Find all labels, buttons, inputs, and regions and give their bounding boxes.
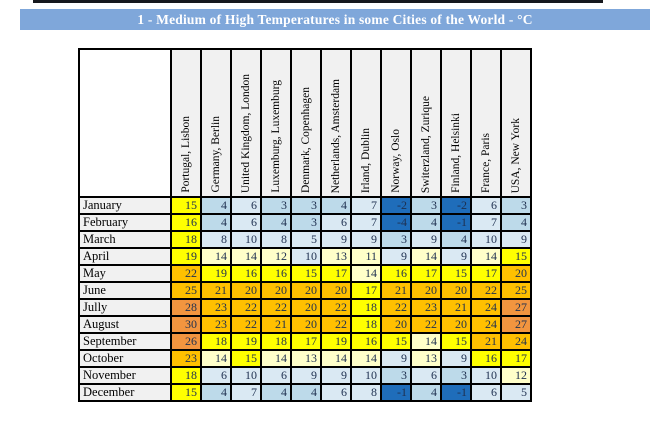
temp-cell: 14	[321, 350, 351, 367]
temp-cell: 3	[441, 367, 471, 384]
table-title-bar	[20, 9, 650, 30]
corner-cell	[79, 49, 171, 197]
column-header-label: Finland, Helsinki	[450, 113, 462, 193]
temp-cell: 9	[351, 231, 381, 248]
temp-cell: 23	[171, 350, 201, 367]
column-header-city	[381, 49, 411, 197]
temp-cell: 14	[231, 248, 261, 265]
temp-cell: 3	[291, 197, 321, 214]
temp-cell: 21	[471, 333, 501, 350]
temp-cell: 10	[231, 231, 261, 248]
temp-cell: 4	[201, 214, 231, 231]
temp-cell: 18	[171, 231, 201, 248]
temp-cell: 6	[411, 367, 441, 384]
column-header-label: Netherlands, Amsterdam	[330, 78, 342, 193]
row-header-month: November	[79, 367, 171, 384]
temp-cell: 5	[291, 231, 321, 248]
column-header-label: Norway, Oslo	[390, 129, 402, 193]
temp-cell: 14	[201, 248, 231, 265]
header-row	[79, 49, 531, 197]
table-row	[79, 316, 531, 333]
temp-cell: 10	[351, 367, 381, 384]
temperature-table-header	[79, 49, 531, 197]
temp-cell: 20	[411, 282, 441, 299]
temp-cell: 24	[501, 333, 531, 350]
temp-cell: 9	[381, 248, 411, 265]
temp-cell: 6	[471, 384, 501, 401]
temperature-table-body	[79, 197, 531, 401]
temp-cell: 20	[231, 282, 261, 299]
temp-cell: 16	[261, 265, 291, 282]
temp-cell: 17	[411, 265, 441, 282]
temp-cell: 24	[471, 316, 501, 333]
temp-cell: -1	[441, 214, 471, 231]
column-header-label: Denmark, Copenhagen	[300, 86, 312, 193]
temp-cell: 17	[351, 282, 381, 299]
temp-cell: 14	[201, 350, 231, 367]
temp-cell: 14	[411, 333, 441, 350]
temp-cell: 25	[501, 282, 531, 299]
row-header-month: April	[79, 248, 171, 265]
column-header-label: USA, New York	[510, 117, 522, 193]
temp-cell: 13	[291, 350, 321, 367]
row-header-month: January	[79, 197, 171, 214]
temp-cell: 16	[171, 214, 201, 231]
temp-cell: 30	[171, 316, 201, 333]
column-header-city	[411, 49, 441, 197]
temp-cell: -2	[441, 197, 471, 214]
table-row	[79, 350, 531, 367]
temp-cell: 17	[471, 265, 501, 282]
temp-cell: 23	[201, 299, 231, 316]
temp-cell: 20	[441, 282, 471, 299]
temp-cell: 3	[381, 367, 411, 384]
temp-cell: 8	[261, 231, 291, 248]
temp-cell: 14	[261, 350, 291, 367]
temp-cell: 6	[231, 214, 261, 231]
column-header-city	[201, 49, 231, 197]
temp-cell: 27	[501, 316, 531, 333]
temp-cell: 7	[351, 214, 381, 231]
temp-cell: 9	[321, 231, 351, 248]
temp-cell: 22	[261, 299, 291, 316]
temp-cell: 6	[321, 384, 351, 401]
temp-cell: 14	[411, 248, 441, 265]
column-header-city	[351, 49, 381, 197]
row-header-month: Jully	[79, 299, 171, 316]
temp-cell: 3	[261, 197, 291, 214]
table-row	[79, 333, 531, 350]
temp-cell: 22	[231, 316, 261, 333]
temp-cell: 22	[381, 299, 411, 316]
column-header-city	[471, 49, 501, 197]
temp-cell: 18	[351, 299, 381, 316]
temp-cell: 10	[471, 231, 501, 248]
table-title: 1 - Medium of High Temperatures in some Cities of the World - °C	[137, 12, 533, 27]
temp-cell: -4	[381, 214, 411, 231]
temp-cell: 21	[441, 299, 471, 316]
table-row	[79, 282, 531, 299]
temp-cell: 9	[501, 231, 531, 248]
column-header-city	[291, 49, 321, 197]
temp-cell: 22	[471, 282, 501, 299]
temp-cell: 4	[411, 384, 441, 401]
temp-cell: 22	[411, 316, 441, 333]
column-header-label: United Kingdom, London	[240, 73, 252, 193]
temp-cell: 20	[321, 282, 351, 299]
temp-cell: 20	[441, 316, 471, 333]
temp-cell: 4	[441, 231, 471, 248]
temp-cell: 10	[471, 367, 501, 384]
temp-cell: 14	[351, 265, 381, 282]
temp-cell: 15	[441, 265, 471, 282]
column-header-label: Irland, Dublin	[360, 127, 372, 193]
temp-cell: 9	[441, 248, 471, 265]
temp-cell: 22	[231, 299, 261, 316]
temp-cell: 17	[501, 350, 531, 367]
temp-cell: 18	[351, 316, 381, 333]
row-header-month: March	[79, 231, 171, 248]
temp-cell: 4	[201, 384, 231, 401]
temp-cell: 4	[321, 197, 351, 214]
table-row	[79, 299, 531, 316]
temp-cell: 6	[201, 367, 231, 384]
temp-cell: 9	[291, 367, 321, 384]
temp-cell: 6	[261, 367, 291, 384]
row-header-month: September	[79, 333, 171, 350]
temp-cell: 18	[261, 333, 291, 350]
temp-cell: -2	[381, 197, 411, 214]
temp-cell: 12	[261, 248, 291, 265]
temp-cell: 20	[261, 282, 291, 299]
temp-cell: 14	[471, 248, 501, 265]
row-header-month: October	[79, 350, 171, 367]
temp-cell: 28	[171, 299, 201, 316]
column-header-city	[171, 49, 201, 197]
temp-cell: 26	[171, 333, 201, 350]
temp-cell: 20	[291, 316, 321, 333]
row-header-month: June	[79, 282, 171, 299]
temp-cell: 23	[411, 299, 441, 316]
temp-cell: 20	[501, 265, 531, 282]
temp-cell: 20	[381, 316, 411, 333]
temp-cell: 14	[351, 350, 381, 367]
temp-cell: 6	[321, 214, 351, 231]
temp-cell: 15	[231, 350, 261, 367]
temp-cell: -1	[381, 384, 411, 401]
temp-cell: 15	[291, 265, 321, 282]
temp-cell: 10	[291, 248, 321, 265]
column-header-city	[441, 49, 471, 197]
temp-cell: 11	[351, 248, 381, 265]
temp-cell: 8	[201, 231, 231, 248]
temp-cell: 17	[291, 333, 321, 350]
temp-cell: 7	[351, 197, 381, 214]
column-header-city	[231, 49, 261, 197]
temp-cell: 4	[501, 214, 531, 231]
temp-cell: 3	[381, 231, 411, 248]
temp-cell: 18	[201, 333, 231, 350]
column-header-city	[321, 49, 351, 197]
temp-cell: 15	[381, 333, 411, 350]
temp-cell: 19	[171, 248, 201, 265]
column-header-label: Portugal, Lisbon	[180, 116, 192, 193]
temp-cell: 21	[261, 316, 291, 333]
column-header-city	[261, 49, 291, 197]
temp-cell: 18	[171, 367, 201, 384]
column-header-label: Germany, Berlin	[210, 116, 222, 193]
temp-cell: 20	[291, 299, 321, 316]
temp-cell: 7	[231, 384, 261, 401]
temp-cell: 15	[171, 384, 201, 401]
temp-cell: 22	[321, 316, 351, 333]
temp-cell: 12	[501, 367, 531, 384]
temp-cell: 16	[231, 265, 261, 282]
temp-cell: 9	[441, 350, 471, 367]
table-row	[79, 265, 531, 282]
temp-cell: 4	[261, 214, 291, 231]
temp-cell: 19	[201, 265, 231, 282]
temp-cell: 9	[381, 350, 411, 367]
temp-cell: 6	[471, 197, 501, 214]
temp-cell: 3	[411, 197, 441, 214]
temp-cell: 19	[321, 333, 351, 350]
temp-cell: 25	[171, 282, 201, 299]
temp-cell: 7	[471, 214, 501, 231]
temp-cell: 27	[501, 299, 531, 316]
table-row	[79, 197, 531, 214]
temp-cell: 10	[231, 367, 261, 384]
temp-cell: 3	[291, 214, 321, 231]
row-header-month: December	[79, 384, 171, 401]
table-row	[79, 367, 531, 384]
temperature-table	[78, 48, 532, 402]
row-header-month: May	[79, 265, 171, 282]
temp-cell: 19	[231, 333, 261, 350]
temp-cell: 4	[291, 384, 321, 401]
temp-cell: 4	[411, 214, 441, 231]
temp-cell: 23	[201, 316, 231, 333]
temp-cell: 15	[441, 333, 471, 350]
temp-cell: 5	[501, 384, 531, 401]
column-header-label: France, Paris	[480, 132, 492, 193]
temp-cell: 22	[321, 299, 351, 316]
column-header-label: Switerzland, Zurique	[420, 95, 432, 193]
column-header-city	[501, 49, 531, 197]
temp-cell: 6	[231, 197, 261, 214]
table-row	[79, 214, 531, 231]
table-row	[79, 231, 531, 248]
temp-cell: 15	[171, 197, 201, 214]
table-row	[79, 248, 531, 265]
temp-cell: 4	[261, 384, 291, 401]
temp-cell: 15	[501, 248, 531, 265]
temp-cell: 9	[321, 367, 351, 384]
temp-cell: 13	[321, 248, 351, 265]
temp-cell: 17	[321, 265, 351, 282]
top-border-line	[33, 0, 603, 3]
row-header-month: August	[79, 316, 171, 333]
temp-cell: 21	[201, 282, 231, 299]
temp-cell: 16	[471, 350, 501, 367]
temp-cell: 16	[381, 265, 411, 282]
temp-cell: 8	[351, 384, 381, 401]
temp-cell: 21	[381, 282, 411, 299]
temp-cell: 9	[411, 231, 441, 248]
temp-cell: 13	[411, 350, 441, 367]
table-row	[79, 384, 531, 401]
temp-cell: 16	[351, 333, 381, 350]
temp-cell: 3	[501, 197, 531, 214]
temp-cell: 20	[291, 282, 321, 299]
column-header-label: Luxemburg, Luxemburg	[270, 80, 282, 193]
row-header-month: February	[79, 214, 171, 231]
temp-cell: 24	[471, 299, 501, 316]
temp-cell: -1	[441, 384, 471, 401]
temp-cell: 4	[201, 197, 231, 214]
temp-cell: 22	[171, 265, 201, 282]
